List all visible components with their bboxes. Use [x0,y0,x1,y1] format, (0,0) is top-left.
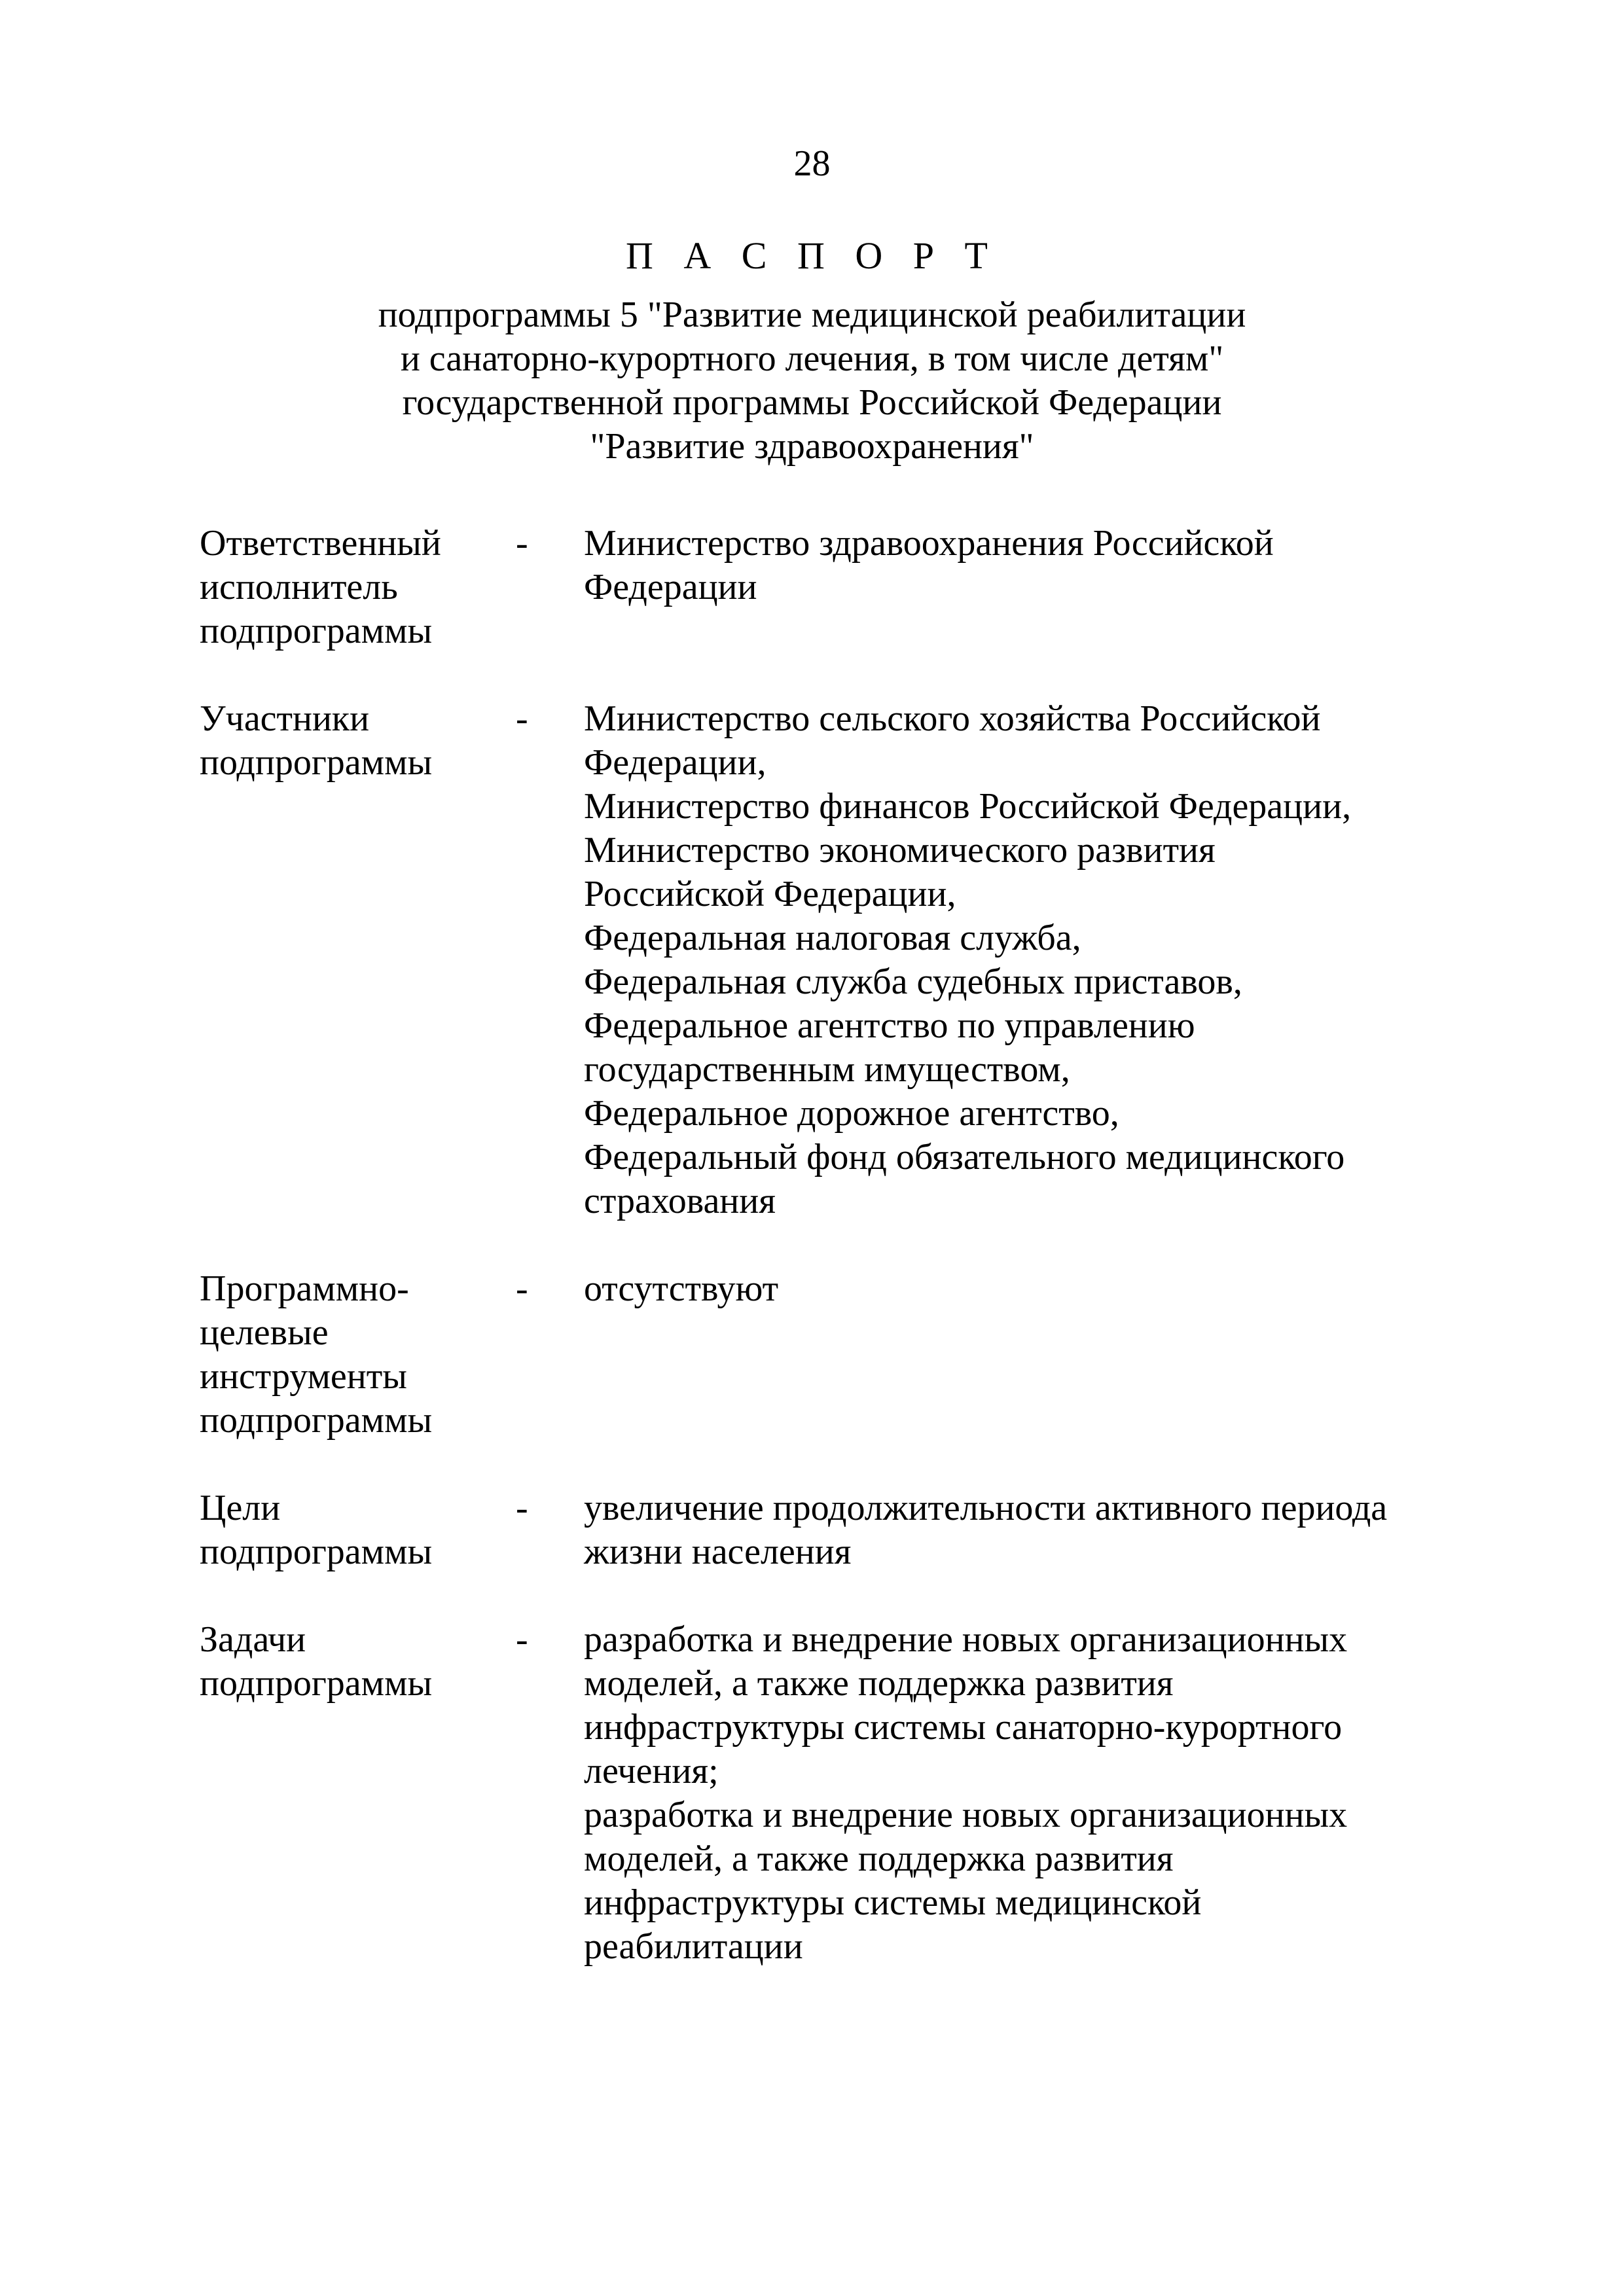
row-value-line: моделей, а также поддержка развития [584,1839,1174,1879]
row-label-line: инструменты [200,1356,407,1397]
row-label-line: исполнитель [200,567,398,607]
subtitle-line: подпрограммы 5 "Развитие медицинской реабилитации [378,295,1246,335]
row-value-line: Федерации [584,567,757,607]
row-value-line: Министерство сельского хозяйства Российской [584,698,1321,739]
passport-row-participants [200,697,1450,1223]
row-label [200,697,511,785]
row-value-line: Федерации, [584,742,767,783]
row-label-line: Ответственный [200,523,441,564]
row-label-line: Участники [200,698,370,739]
row-label-line: Цели [200,1488,281,1528]
row-dash: - [516,1268,528,1309]
row-value-line: страхования [584,1181,776,1221]
row-value-line: Федеральное дорожное агентство, [584,1093,1119,1134]
subtitle-line: государственной программы Российской Федерации [402,382,1222,423]
document-title: П А С П О Р Т [626,234,998,277]
row-label-line: целевые [200,1312,329,1353]
row-label-line: Программно- [200,1268,409,1309]
row-value-line: Федеральный фонд обязательного медицинского [584,1137,1345,1177]
row-value-line: моделей, а также поддержка развития [584,1663,1174,1704]
row-value-line: Федеральная служба судебных приставов, [584,961,1242,1002]
row-dash: - [516,1488,528,1528]
page-number: 28 [793,143,831,184]
row-value [584,522,1450,609]
row-label [200,1486,511,1574]
row-label-line: подпрограммы [200,611,433,651]
row-value-line: увеличение продолжительности активного периода [584,1488,1388,1528]
passport-row-tasks [200,1618,1450,1969]
passport-row-instruments [200,1267,1450,1443]
passport-row-goals [200,1486,1450,1574]
row-value-line: Министерство финансов Российской Федерации, [584,786,1352,827]
row-value-line: лечения; [584,1751,719,1791]
row-label [200,1618,511,1706]
row-label-line: подпрограммы [200,1663,433,1704]
row-value-line: Федеральная налоговая служба, [584,918,1081,958]
row-value-line: жизни населения [584,1532,852,1572]
row-value-line: Федеральное агентство по управлению [584,1005,1195,1046]
passport-table [200,522,1450,1969]
row-value [584,1618,1450,1969]
row-label-line: подпрограммы [200,1532,433,1572]
row-label-line: подпрограммы [200,1400,433,1441]
row-value [584,1486,1450,1574]
row-label-line: Задачи [200,1619,306,1660]
row-value-line: инфраструктуры системы медицинской [584,1882,1202,1923]
row-value-line: Министерство здравоохранения Российской [584,523,1274,564]
row-value-line: Российской Федерации, [584,874,956,914]
row-value-line: реабилитации [584,1926,803,1967]
row-value-line: Министерство экономического развития [584,830,1216,870]
row-value-line: инфраструктуры системы санаторно-курортного [584,1707,1343,1748]
row-label-line: подпрограммы [200,742,433,783]
row-label [200,522,511,653]
row-value [584,697,1450,1223]
row-value-line: разработка и внедрение новых организационных [584,1619,1348,1660]
row-value [584,1267,1450,1311]
subtitle-line: и санаторно-курортного лечения, в том числе детям" [400,338,1224,379]
row-dash: - [516,698,528,739]
row-dash: - [516,1619,528,1660]
row-value-line: разработка и внедрение новых организационных [584,1795,1348,1835]
row-dash: - [516,523,528,564]
document-subtitle [196,293,1428,469]
subtitle-line: "Развитие здравоохранения" [590,426,1034,467]
row-value-line: государственным имуществом, [584,1049,1070,1090]
passport-row-responsible [200,522,1450,653]
row-label [200,1267,511,1443]
row-value-line: отсутствуют [584,1268,779,1309]
